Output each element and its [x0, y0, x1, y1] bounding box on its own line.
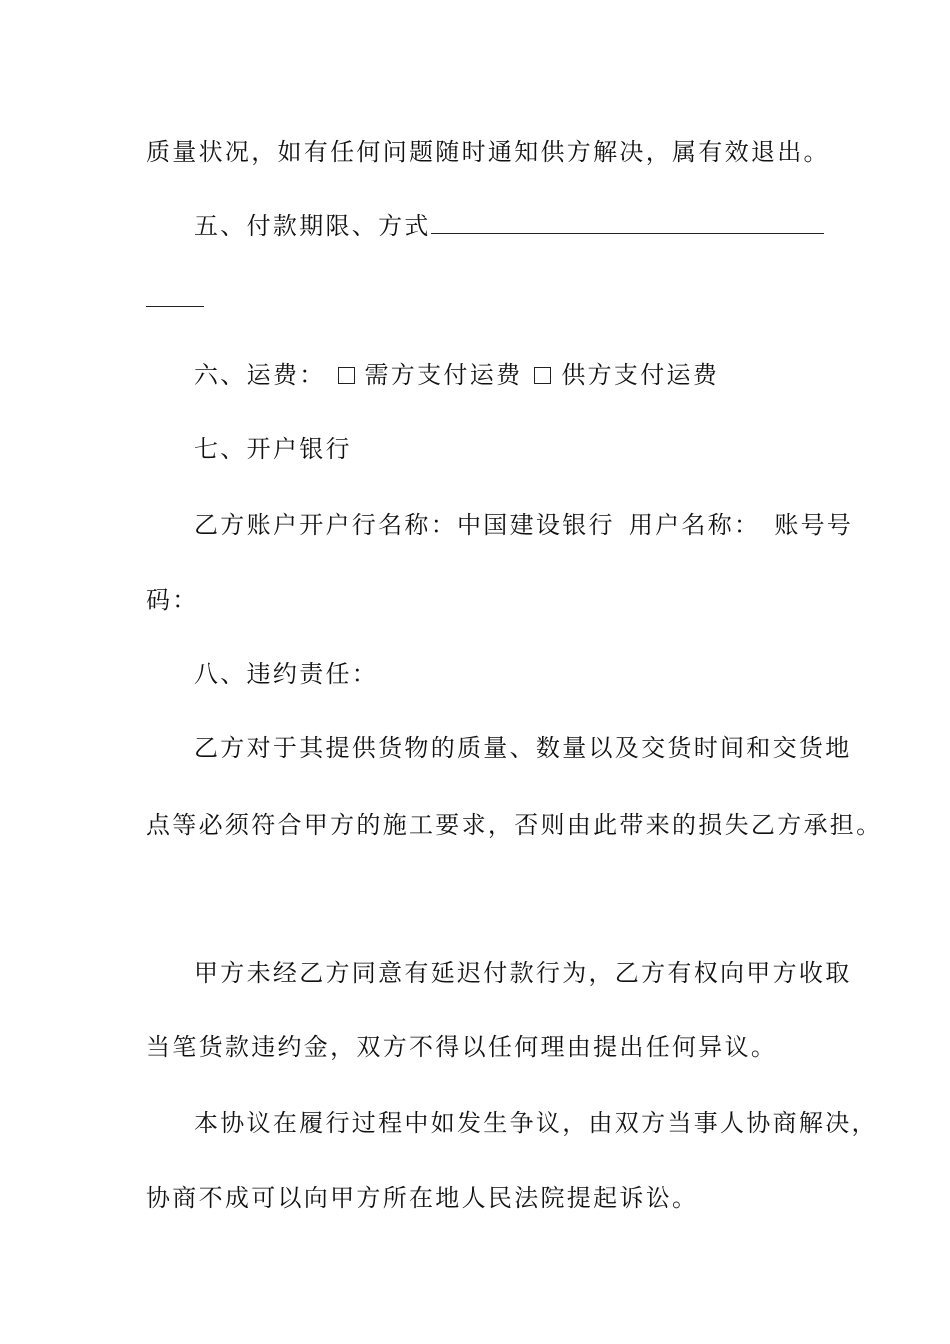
bank-name-text: 乙方账户开户行名称：中国建设银行	[194, 511, 615, 539]
option-buyer-pays-label: 需方支付运费	[364, 361, 523, 389]
section6-label: 六、运费：	[194, 361, 326, 389]
payment-terms-blank[interactable]	[431, 209, 824, 234]
quality-text: 质量状况，如有任何问题随时通知供方解决，属有效退出。	[146, 138, 830, 166]
section7-title: 七、开户银行	[194, 435, 352, 463]
text-line-quality	[146, 135, 830, 169]
account-number-label: 账号号	[774, 511, 854, 539]
section8-title: 八、违约责任：	[194, 660, 379, 688]
paragraph1-line2: 点等必须符合甲方的施工要求，否则由此带来的损失乙方承担。	[146, 811, 883, 839]
paragraph3-line2: 协商不成可以向甲方所在地人民法院提起诉讼。	[146, 1184, 699, 1212]
payment-terms-blank-continued[interactable]	[146, 282, 204, 307]
account-user-label: 用户名称：	[628, 511, 761, 539]
checkbox-supplier-pays[interactable]	[534, 367, 551, 384]
section5-label: 五、付款期限、方式	[194, 212, 431, 240]
bank-info-continuation: 码：	[146, 586, 199, 614]
option-supplier-pays-label: 供方支付运费	[561, 361, 720, 389]
section5-continuation	[146, 282, 204, 316]
paragraph2-line2: 当笔货款违约金，双方不得以任何理由提出任何异议。	[146, 1033, 778, 1061]
section5-line	[194, 209, 824, 243]
paragraph2-line1: 甲方未经乙方同意有延迟付款行为，乙方有权向甲方收取	[194, 959, 852, 987]
bank-info-line	[194, 508, 853, 542]
checkbox-buyer-pays[interactable]	[338, 367, 355, 384]
paragraph1-line1: 乙方对于其提供货物的质量、数量以及交货时间和交货地	[194, 734, 852, 762]
paragraph3-line1: 本协议在履行过程中如发生争议，由双方当事人协商解决，	[194, 1109, 878, 1137]
section6-line	[194, 358, 719, 392]
